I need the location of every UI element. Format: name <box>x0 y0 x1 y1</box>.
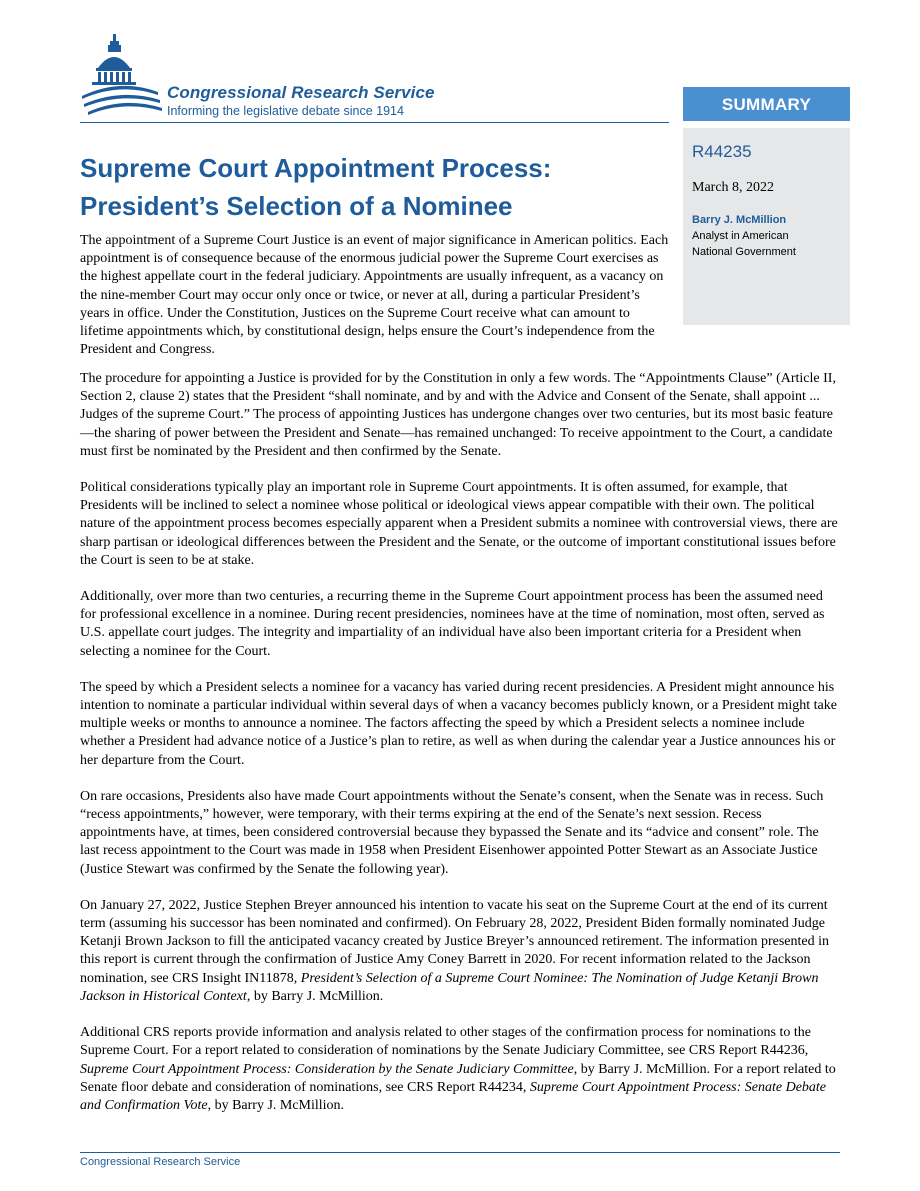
org-tagline: Informing the legislative debate since 1914 <box>167 104 404 118</box>
report-id: R44235 <box>692 142 752 161</box>
paragraph-6: On rare occasions, Presidents also have made Court appointments without the Senate’s consent, when the Senate was in recess. Such “recess appointments,” however, were temporary, with their terms expiring at the end of the Senate’s next session. Recess appointments have, at times, been considered controversial because they bypassed the Senate and its “advice and consent” role. The last recess appointment to the Court was made in 1958 when President Eisenhower appointed Potter Stewart as an Associate Justice (Justice Stewart was confirmed by the Senate the following year). <box>80 788 824 877</box>
author-title-line1: Analyst in American <box>692 230 789 242</box>
footer-divider <box>80 1152 840 1153</box>
paragraph-8-text-a: Additional CRS reports provide information and analysis related to other stages of the confirmation process for nominations to the Supreme Court. For a report related to consideration of nominations by the Senate Judiciary Committee, see CRS Report R44236, <box>80 1025 811 1059</box>
crs-logo <box>80 34 480 124</box>
summary-sidebar <box>683 128 850 325</box>
report-citation-r44236: Supreme Court Appointment Process: Consideration by the Senate Judiciary Committee <box>80 1061 574 1077</box>
header-divider <box>80 122 669 123</box>
page-footer: Congressional Research Service <box>80 1156 241 1168</box>
report-citation-r44234: Supreme Court Appointment Process: Senate Debate and Confirmation Vote <box>80 1079 827 1113</box>
author-name: Barry J. McMillion <box>692 214 787 226</box>
paragraph-7-text-a: On January 27, 2022, Justice Stephen Breyer announced his intention to vacate his seat on the Supreme Court at the end of its current term (assuming his successor has been nominated and confirmed). On February 28, 2022, President Biden formally nominated Judge Ketanji Brown Jackson to fill the anticipated vacancy created by Justice Breyer’s announced retirement. The information presented in this report is current through the confirmation of Justice Amy Coney Barrett in 2020. For recent information related to the Jackson nomination, see CRS Insight IN11878, <box>80 897 829 986</box>
paragraph-8 <box>80 1024 840 1115</box>
paragraph-1: The appointment of a Supreme Court Justice is an event of major significance in American politics. Each appointment is of consequence because of the enormous judicial power the Supreme Court exercises as the highest appellate court in the federal judiciary. Appointments are usually infrequent, as a vacancy on the nine-member Court may occur only once or twice, or never at all, during a particular President’s years in office. Under the Constitution, Justices on the Supreme Court receive what can amount to lifetime appointments which, by constitutional design, helps ensure the Court’s independence from the President and Congress. <box>80 233 669 358</box>
page-title-line1: Supreme Court Appointment Process: <box>80 153 552 183</box>
paragraph-8-text-c: , by Barry J. McMillion. <box>207 1097 345 1113</box>
paragraph-8-text-b: , by Barry J. McMillion. For a report related to Senate floor debate and consideration of nominations, see CRS Report R44234, <box>80 1061 836 1095</box>
org-name: Congressional Research Service <box>167 83 435 102</box>
paragraph-7-text-b: , by Barry J. McMillion. <box>246 988 384 1004</box>
page-title-line2: President’s Selection of a Nominee <box>80 191 513 221</box>
paragraph-4: Additionally, over more than two centuries, a recurring theme in the Supreme Court appointment process has been the assumed need for professional excellence in a nominee. During recent presidencies, nominees have at the time of nomination, most often, served as U.S. appellate court judges. The integrity and impartiality of an individual have also been important criteria for a President when selecting a nominee for the Court. <box>80 589 825 659</box>
summary-body <box>80 370 840 1133</box>
page-title <box>80 149 660 225</box>
author-title-line2: National Government <box>692 246 796 258</box>
paragraph-5: The speed by which a President selects a nominee for a vacancy has varied during recent presidencies. A President might announce his intention to nominate a particular individual within several days of when a vacancy becomes publicly known, or a President might take multiple weeks or months to announce a nominee. The factors affecting the speed by which a President selects a nominee include whether a President had advance notice of a Justice’s plan to retire, as well as when during the calendar year a Justice announces his or her departure from the Court. <box>80 679 837 768</box>
paragraph-2: The procedure for appointing a Justice is provided for by the Constitution in only a few words. The “Appointments Clause” (Article II, Section 2, clause 2) states that the President “shall nominate, and by and with the Advice and Consent of the Senate, shall appoint ... Judges of the supreme Court.” The process of appointing Justices has undergone changes over two centuries, but its most basic feature—the sharing of power between the President and Senate—has remained unchanged: To receive appointment to the Court, a candidate must first be nominated by the President and then confirmed by the Senate. <box>80 371 836 459</box>
report-citation-in11878: President’s Selection of a Supreme Court Nominee: The Nomination of Judge Ketanji Brown Jackson in Historical Context <box>80 970 819 1004</box>
paragraph-7 <box>80 897 840 1006</box>
paragraph-3: Political considerations typically play an important role in Supreme Court appointments. It is often assumed, for example, that Presidents will be inclined to select a nominee whose political or ideological views appear compatible with their own. The political nature of the appointment process becomes especially apparent when a President submits a nominee with controversial views, there are sharp partisan or ideological differences between the President and the Senate, or the outcome of important constitutional issues before the Court is seen to be at stake. <box>80 480 838 568</box>
author-title <box>692 228 841 260</box>
intro-section <box>80 232 670 359</box>
summary-tab: SUMMARY <box>683 87 850 121</box>
report-date: March 8, 2022 <box>692 180 775 195</box>
capitol-dome-icon <box>80 34 162 122</box>
